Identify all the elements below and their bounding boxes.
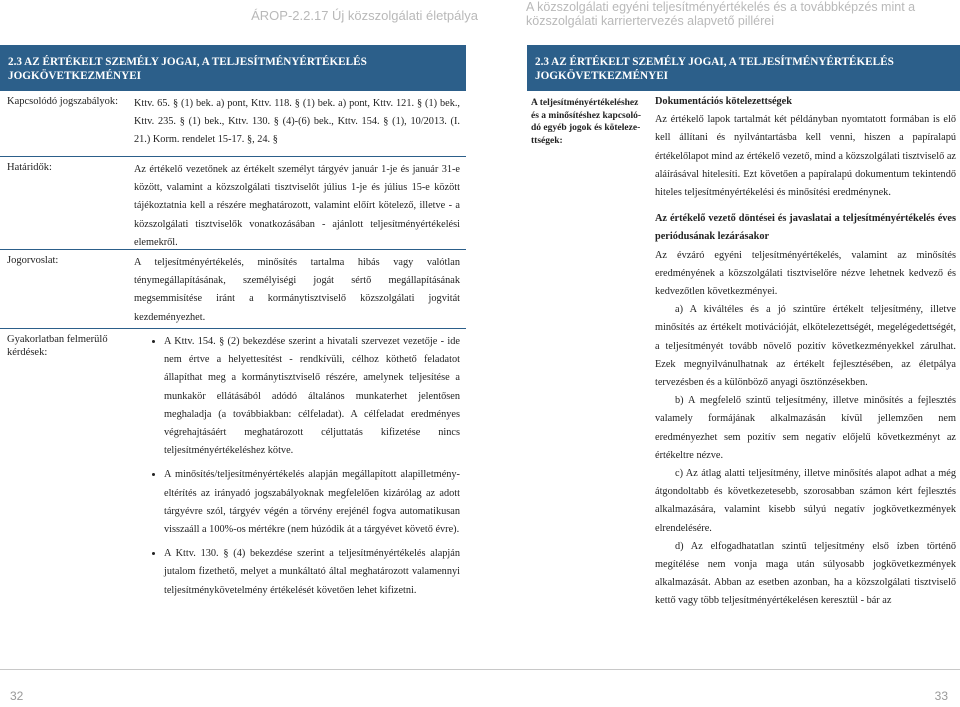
paragraph: a) A kiváltéles és a jó szintűre értékelt teljesítmény, illetve minősítés az értékelt motivációját, elkötelezettségét, megelégedettségét, a teljesítményét tovább növelő pozitív következményekkel zárulhat. Ezek megnyilvánulhatnak az értékelt fejlesztésében, az életpálya tervezésben és a különböző anyagi ösztönzésekben. xyxy=(655,304,956,389)
row-label: A teljesítményértékeléshez és a minősítéshez kapcsoló-dó egyéb jogok és köteleze-ttségek: xyxy=(531,98,642,146)
left-page-number: 32 xyxy=(10,689,24,703)
paragraph: c) Az átlag alatti teljesítmény, illetve minősítés alapot adhat a még átgondoltabb és következetesebb, szorosabban számon kért fejlesztés alkalmazására, valamint kisebb súlyú negatív jogkövetkezmények elrendelésére. xyxy=(655,468,956,534)
paragraph: d) Az elfogadhatatlan szintű teljesítmény első ízben történő megítélése nem vonja maga után súlyosabb jogkövetkezmények alkalmazását. Abban az esetben azonban, ha a közszolgálati tisztviselő kettő vagy több teljesítményértékelésen keresztül - bár az xyxy=(655,540,956,607)
left-page xyxy=(0,45,466,662)
right-page xyxy=(527,45,960,662)
left-page-section-title: 2.3 AZ ÉRTÉKELT SZEMÉLY JOGAI, A TELJESÍTMÉNYÉRTÉKELÉS JOGKÖVETKEZMÉNYEI xyxy=(0,45,466,91)
paragraph: Az értékelő lapok tartalmát két példányban nyomtatott formában is elő kell állítani és nyilvántartásba kell venni, hiszen a papíralapú értékelőlapot mind az értékelő vezető, mind a közszolgálati tisztviselő az aláírásával hitelesíti. Ezt követően a papíralapú dokumentum tekintendő hiteles teljesítményértékelési és minősítési eredménynek. xyxy=(655,114,956,199)
row-deadlines xyxy=(0,157,466,250)
left-running-title: ÁROP-2.2.17 Új közszolgálati életpálya xyxy=(251,8,478,23)
row-content: A teljesítményértékelés, minősítés tartalma hibás vagy valótlan ténymegállapításának, személyiségi jogát sértő megállapításának megsemmisítése iránt a kormánytisztviselő közszolgálati jogvitát kezdeményezhet. xyxy=(134,257,460,323)
row-related-laws xyxy=(0,91,466,157)
section-heading: Az értékelő vezető döntései és javaslatai a teljesítményértékelés éves periódusának lezárásakor xyxy=(655,213,956,243)
row-content: Az értékelő vezetőnek az értékelt személyt tárgyév január 1-je és január 31-e között, valamint a közszolgálati tisztviselőt július 1-je és július 15-e között tájékoztatnia kell a részére meghatározott, valamint előírt kötelező, illetve - a közszolgálati tisztviselők vonatkozásában - ajánlott teljesítményértékelési elemekről. xyxy=(134,164,460,248)
list-item: • A minősítés/teljesítményértékelés alapján megállapított alapilletmény-eltérítés az irányadó jogszabályoknak megfelelően kizárólag az adott tárgyévre szól, tárgyév végén a törvény erejénél fogva automatikusan visszaáll a 100%-os mértékre (nem húzódik át a tárgyévet követő évre). xyxy=(164,466,460,539)
question-list xyxy=(134,333,460,600)
list-item: • A Kttv. 130. § (4) bekezdése szerint a teljesítményértékelés alapján jutalom fizethető, melyet a munkáltató által meghatározott valamennyi teljesítménykövetelmény értékelését követően lehet kifizetni. xyxy=(164,545,460,600)
list-item: • A Kttv. 154. § (2) bekezdése szerint a hivatali szervezet vezetője - ide nem értve a helyettesítést - rendkívüli, célhoz köthető feladatot állapíthat meg a kormánytisztviselő részére, amelynek teljesítése a munkakör ellátásából adódó általános munkaterhet jelentősen meghaladja (a továbbiakban: célfeladat). A célfeladat eredményes végrehajtásáért meghatározott céljuttatás kifizetése nincs teljesítményértékeléshez kötve. xyxy=(164,333,460,460)
row-label: Határidők: xyxy=(7,162,52,173)
row-other-rights xyxy=(527,91,960,611)
row-content: Kttv. 65. § (1) bek. a) pont, Kttv. 118. § (1) bek. a) pont, Kttv. 121. § (1) bek., Kttv. 235. § (1) bek., Kttv. 130. § (4)-(6) bek., Kttv. 154. § (1), 10/2013. (I. 21.) Korm. rendelet 15-17. §, 24. § xyxy=(134,98,460,146)
row-content xyxy=(655,91,960,611)
right-running-title: A közszolgálati egyéni teljesítményértékelés és a továbbképzés mint a közszolgálati karriertervezés alapvető pillérei xyxy=(526,0,916,28)
footer-divider xyxy=(0,669,960,670)
document-header xyxy=(0,0,960,40)
section-heading: Dokumentációs kötelezettségek xyxy=(655,96,792,107)
row-label: Jogorvoslat: xyxy=(7,255,59,266)
row-practical-questions xyxy=(0,329,466,610)
row-label: Kapcsolódó jogszabályok: xyxy=(7,96,119,107)
row-label: Gyakorlatban felmerülő kérdések: xyxy=(7,334,108,358)
paragraph: b) A megfelelő szintű teljesítmény, illetve minősítés a fejlesztés valamely formájának alkalmazásán kívül jellemzően nem eredményezhet sem pozitív sem negatív előjelű következményt az értékeltre nézve. xyxy=(655,395,956,461)
paragraph: Az évzáró egyéni teljesítményértékelés, valamint az minősítés eredményének a közszolgálati tisztviselőre nézve lehetnek kedvező és kedvezőtlen következményei. xyxy=(655,249,956,298)
right-page-number: 33 xyxy=(934,689,948,703)
row-legal-remedy xyxy=(0,250,466,329)
row-content xyxy=(134,329,466,610)
right-page-section-title: 2.3 AZ ÉRTÉKELT SZEMÉLY JOGAI, A TELJESÍTMÉNYÉRTÉKELÉS JOGKÖVETKEZMÉNYEI xyxy=(527,45,960,91)
